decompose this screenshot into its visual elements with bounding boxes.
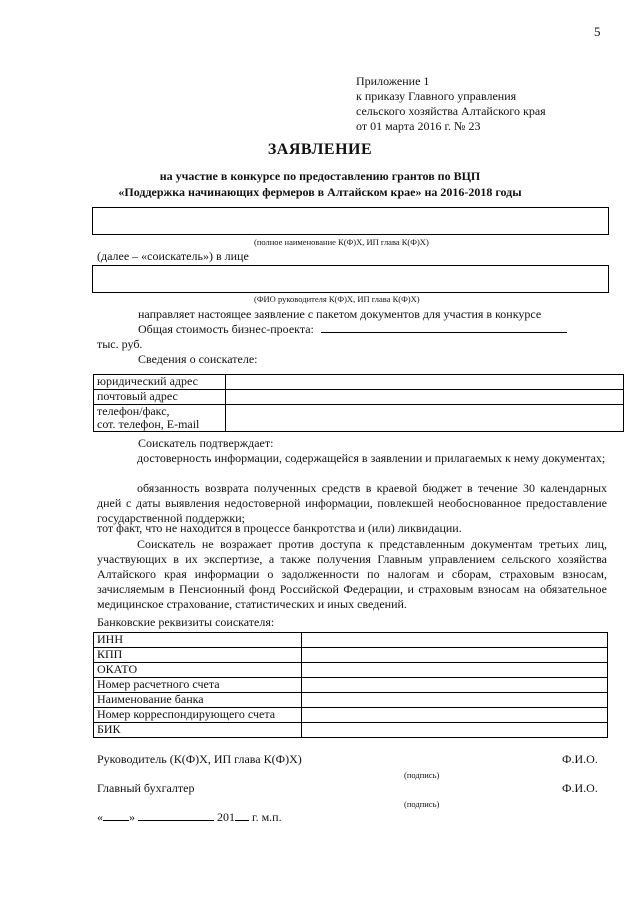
year-blank[interactable] — [235, 820, 249, 821]
confirm-item-2: обязанность возврата полученных средств в краевой бюджет в течение 30 календарных дней с даты выявления недостоверной информации, повлекшей необоснованное предоставление государственной поддержки; — [97, 481, 607, 525]
close-quote: » — [129, 810, 135, 824]
table-cell-label: БИК — [94, 723, 302, 738]
head-name-field[interactable] — [92, 265, 609, 293]
table-row — [94, 648, 608, 663]
confirms-heading: Соискатель подтверждает: — [138, 436, 274, 450]
table-cell-label: Наименование банка — [94, 693, 302, 708]
applicant-name-field[interactable] — [92, 207, 609, 235]
table-cell-label: КПП — [94, 648, 302, 663]
table-row — [94, 633, 608, 648]
label-line: телефон/факс, — [97, 404, 170, 418]
table-cell-label — [94, 405, 226, 432]
table-row — [94, 693, 608, 708]
applicant-name-caption: (полное наименование К(Ф)Х, ИП глава К(Ф)Х) — [254, 237, 429, 247]
table-cell-value[interactable] — [302, 648, 608, 663]
open-quote: « — [97, 810, 103, 824]
day-blank[interactable] — [103, 820, 129, 821]
currency-text: тыс. руб. — [97, 337, 143, 351]
subtitle-line-2: «Поддержка начинающих фермеров в Алтайском крае» на 2016-2018 годы — [118, 185, 522, 199]
appendix-line: к приказу Главного управления — [356, 89, 517, 103]
bank-details-table — [93, 632, 608, 738]
head-fio: Ф.И.О. — [562, 752, 598, 766]
head-signature-label: Руководитель (К(Ф)Х, ИП глава К(Ф)Х) — [97, 752, 302, 766]
table-cell-value[interactable] — [226, 390, 624, 405]
hereinafter-text: (далее – «соискатель») в лице — [97, 249, 249, 263]
head-name-caption: (ФИО руководителя К(Ф)Х, ИП глава К(Ф)Х) — [254, 294, 420, 304]
table-cell-label: Номер корреспондирующего счета — [94, 708, 302, 723]
year-suffix: г. м.п. — [252, 810, 282, 824]
table-cell-value[interactable] — [302, 633, 608, 648]
appendix-block — [356, 74, 546, 134]
table-cell-label: ОКАТО — [94, 663, 302, 678]
table-cell-label: юридический адрес — [94, 375, 226, 390]
page-number: 5 — [594, 24, 601, 39]
accountant-fio: Ф.И.О. — [562, 781, 598, 795]
cost-label: Общая стоимость бизнес-проекта: — [138, 322, 314, 336]
table-cell-label: почтовый адрес — [94, 390, 226, 405]
table-cell-label: Номер расчетного счета — [94, 678, 302, 693]
table-row — [94, 375, 624, 390]
accountant-signature-caption: (подпись) — [404, 799, 440, 809]
table-cell-value[interactable] — [302, 693, 608, 708]
table-row — [94, 663, 608, 678]
appendix-line: сельского хозяйства Алтайского края — [356, 104, 546, 118]
table-cell-value[interactable] — [226, 405, 624, 432]
sends-text: направляет настоящее заявление с пакетом документов для участия в конкурсе — [138, 307, 542, 321]
document-title: ЗАЯВЛЕНИЕ — [267, 141, 373, 158]
month-blank[interactable] — [138, 820, 214, 821]
table-row — [94, 708, 608, 723]
applicant-info-table — [93, 374, 624, 432]
label-line: сот. телефон, E-mail — [97, 417, 200, 431]
table-row — [94, 723, 608, 738]
table-row — [94, 390, 624, 405]
table-cell-value[interactable] — [302, 723, 608, 738]
appendix-line: Приложение 1 — [356, 74, 430, 88]
info-heading: Сведения о соискателе: — [138, 352, 258, 366]
table-row — [94, 405, 624, 432]
confirm-item-1: достоверность информации, содержащейся в заявлении и прилагаемых к нему документах; — [137, 451, 606, 465]
confirm-item-3: тот факт, что не находится в процессе банкротства и (или) ликвидации. — [97, 521, 462, 535]
table-cell-value[interactable] — [226, 375, 624, 390]
consent-paragraph: Соискатель не возражает против доступа к представленным документам третьих лиц, участвующих в их экспертизе, а также получения Главным управлением сельского хозяйства Алтайского края информации о задолженности по налогам и сборам, страховым взносам, зачисляемым в Пенсионный фонд Российской Федерации, и страховым взносам на обязательное медицинское страхование, статистических и иных сведений. — [97, 537, 607, 611]
head-signature-caption: (подпись) — [404, 770, 440, 780]
accountant-label: Главный бухгалтер — [97, 781, 195, 795]
bank-heading: Банковские реквизиты соискателя: — [97, 615, 275, 629]
table-cell-label: ИНН — [94, 633, 302, 648]
subtitle-line-1: на участие в конкурсе по предоставлению грантов по ВЦП — [159, 169, 481, 183]
appendix-line: от 01 марта 2016 г. № 23 — [356, 119, 481, 133]
cost-input-line[interactable] — [321, 332, 567, 333]
table-cell-value[interactable] — [302, 678, 608, 693]
table-cell-value[interactable] — [302, 708, 608, 723]
cost-row — [138, 322, 567, 337]
table-cell-value[interactable] — [302, 663, 608, 678]
date-line — [97, 810, 282, 825]
year-prefix: 201 — [217, 810, 235, 824]
table-row — [94, 678, 608, 693]
